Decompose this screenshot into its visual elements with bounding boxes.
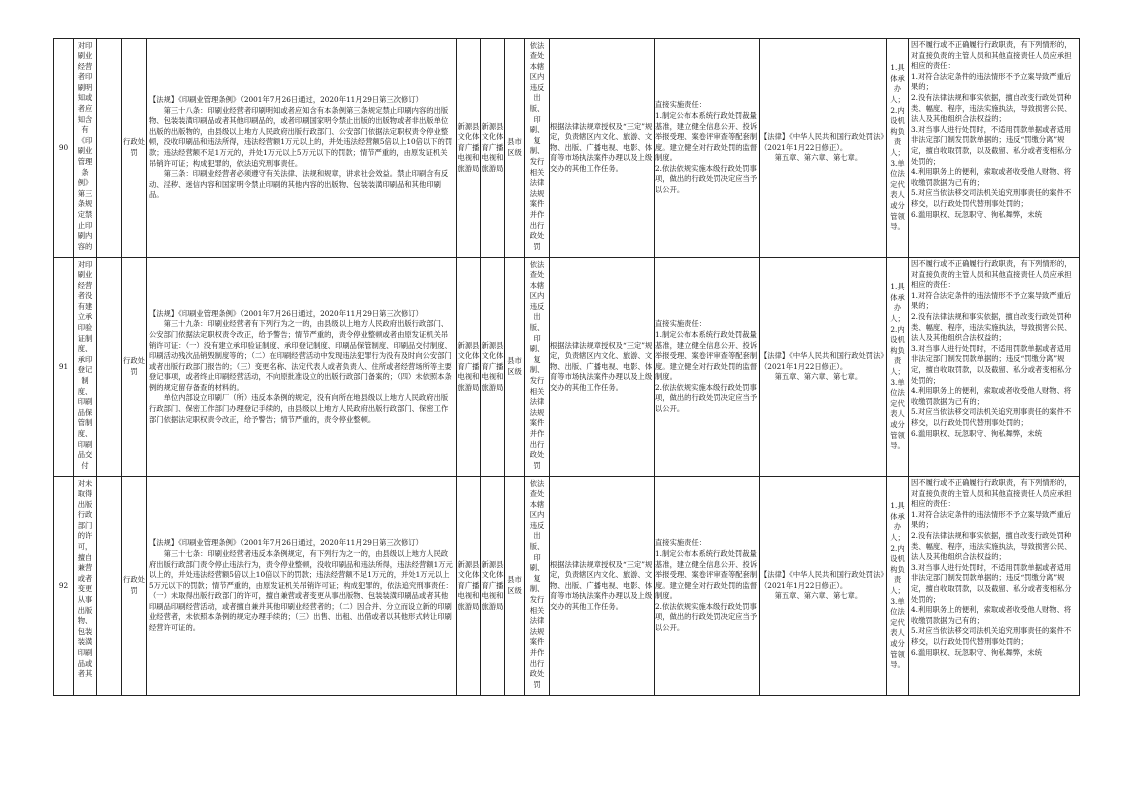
resp-content-cell: 根据法律法规章授权及“三定”规定，负责辖区内文化、旅游、文物、出版、广播电视、电影、体育等市场执法案件办理以及上级交办的其他工作任务。 [550, 477, 655, 696]
consequence-line: 6.滥用职权、玩忽职守、徇私舞弊，未统 [911, 647, 1043, 657]
table-row [54, 39, 1080, 258]
consequences-cell [909, 477, 1080, 696]
duty-cell: 依法查处本辖区内违反出版、印刷、复制、发行相关法律法规案件并作出行政处罚 [525, 258, 550, 477]
consequence-line: 5.对应当依法移交司法机关追究刑事责任的案件不移交，以行政处罚代替刑事处罚的； [911, 188, 1072, 208]
duty-cell: 依法查处本辖区内违反出版、印刷、复制、发行相关法律法规案件并作出行政处罚 [525, 39, 550, 258]
subject-cell: 新源县文化体育广播电视和旅游局 [457, 477, 481, 696]
duty-cell: 依法查处本辖区内违反出版、印刷、复制、发行相关法律法规案件并作出行政处罚 [525, 477, 550, 696]
basis-paragraph: 单位内部设立印刷厂（所）违反本条例的规定，没有向所在地县级以上地方人民政府出版行政部门、保密工作部门办理登记手续的，由县级以上地方人民政府出版行政部门、保密工作部门依据法定职权责令改正，给予警告；情节严重的，责令停业整顿。 [149, 393, 449, 424]
seq-cell: 92 [54, 477, 74, 696]
consequence-line: 3.对当事人进行处罚时，不适用罚款单据或者适用非法定部门制发罚款单据的；违反“罚缴分离”规定，擅自收取罚款，以及截留、私分或者变相私分处罚的； [911, 343, 1072, 385]
level-cell: 县市区级 [505, 39, 525, 258]
basis-cell [147, 477, 457, 696]
level-cell: 县市区级 [505, 477, 525, 696]
accountability-basis-cell: 【法律】《中华人民共和国行政处罚法》（2021年1月22日修正）。 第五章、第六章、第七章。 [760, 477, 887, 696]
consequence-line: 3.对当事人进行处罚时，不适用罚款单据或者适用非法定部门制发罚款单据的；违反“罚缴分离”规定，擅自收取罚款，以及截留、私分或者变相私分处罚的； [911, 562, 1072, 604]
responsible-dept-cell: 新源县文化体育广播电视和旅游局 [481, 258, 505, 477]
seq-cell: 90 [54, 39, 74, 258]
consequence-line: 4.利用职务上的便利，索取或者收受他人财物、将收缴罚款据为己有的； [911, 167, 1072, 187]
responsible-dept-cell: 新源县文化体育广播电视和旅游局 [481, 39, 505, 258]
basis-paragraph: 第三十七条：印刷业经营者违反本条例规定，有下列行为之一的，由县级以上地方人民政府出版行政部门责令停止违法行为，责令停业整顿，没收印刷品和违法所得，违法经营额1万元以上的，并处违法经营额5倍以上10倍以下的罚款；违法经营额不足1万元的，并处1万元以上5万元以下的罚款；情节严重的，由原发证机关吊销许可证；构成犯罪的，依法追究刑事责任：（一）未取得出版行政部门的许可，擅自兼营或者变更从事出版物、包装装潢印刷品或者其他印刷品印刷经营活动，或者擅自兼并其他印刷业经营者的；（二）因合并、分立而设立新的印刷业经营者，未依照本条例的规定办理手续的；（三）出售、出租、出借或者以其他形式转让印刷经营许可证的。 [149, 548, 453, 633]
accountability-subject-cell: 1.具体承办人；2.内设机构负责人；3.单位法定代表人或分管领导。 [887, 477, 909, 696]
resp-detail-cell: 直接实施责任： 1.制定公布本系统行政处罚裁量基准，建立健全信息公开、投诉举报受理、案卷评审查等配套制度。建立健全对行政处罚的监督制度。 2.依法依规实施本级行政处罚事项，做出的行政处罚决定应当予以公开。 [655, 258, 760, 477]
resp-detail-cell: 直接实施责任： 1.制定公布本系统行政处罚裁量基准，建立健全信息公开、投诉举报受理、案卷评审查等配套制度。建立健全对行政处罚的监督制度。 2.依法依规实施本级行政处罚事项，做出的行政处罚决定应当予以公开。 [655, 39, 760, 258]
basis-paragraph: 第三条：印刷业经营者必须遵守有关法律、法规和规章，讲求社会效益。禁止印刷含有反动、淫秽、迷信内容和国家明令禁止印刷的其他内容的出版物、包装装潢印刷品和其他印刷品。 [149, 169, 449, 200]
resp-detail-cell: 直接实施责任： 1.制定公布本系统行政处罚裁量基准，建立健全信息公开、投诉举报受理、案卷评审查等配套制度。建立健全对行政处罚的监督制度。 2.依法依规实施本级行政处罚事项，做出的行政处罚决定应当予以公开。 [655, 477, 760, 696]
subject-cell: 新源县文化体育广播电视和旅游局 [457, 39, 481, 258]
consequence-line: 4.利用职务上的便利，索取或者收受他人财物、将收缴罚款据为己有的； [911, 386, 1072, 406]
accountability-subject-cell: 1.具体承办人；2.内设机构负责人；3.单位法定代表人或分管领导。 [887, 39, 909, 258]
consequence-line: 5.对应当依法移交司法机关追究刑事责任的案件不移交，以行政处罚代替刑事处罚的； [911, 407, 1072, 427]
category-cell: 行政处罚 [122, 258, 147, 477]
seq-cell: 91 [54, 258, 74, 477]
sub-item-cell [97, 477, 122, 696]
basis-paragraph: 第三十九条：印刷业经营者有下列行为之一的，由县级以上地方人民政府出版行政部门、公安部门依据法定职权责令改正，给予警告；情节严重的，责令停业整顿或者由原发证机关吊销许可证：（一）没有建立承印验证制度、承印登记制度、印刷品保管制度、印刷品交付制度、印刷活动残次品销毁制度等的；（二）在印刷经营活动中发现违法犯罪行为没有及时向公安部门或者出版行政部门报告的；（三）变更名称、法定代表人或者负责人、住所或者经营场所等主要登记事项，或者终止印刷经营活动，不向原批准设立的出版行政部门备案的；（四）未依照本条例的规定留存备查的材料的。 [149, 319, 452, 392]
basis-paragraph: 第三十八条：印刷业经营者印刷明知或者应知含有本条例第三条规定禁止印刷内容的出版物、包装装潢印刷品或者其他印刷品的，或者印刷国家明令禁止出版的出版物或者非出版单位出版的出版物的，由县级以上地方人民政府出版行政部门、公安部门依据法定职权责令停业整顿，没收印刷品和违法所得，违法经营额1万元以上的，并处违法经营额5倍以上10倍以下的罚款；违法经营额不足1万元的，并处1万元以上5万元以下的罚款；情节严重的，由原发证机关吊销许可证；构成犯罪的，依法追究刑事责任。 [149, 105, 453, 168]
consequence-line: 因不履行或不正确履行行政职责，有下列情形的，对直接负责的主管人员和其他直接责任人员应承担相应的责任： [911, 259, 1072, 290]
consequence-line: 6.滥用职权、玩忽职守、徇私舞弊，未统 [911, 209, 1043, 219]
accountability-basis-cell: 【法律】《中华人民共和国行政处罚法》（2021年1月22日修正）。 第五章、第六章、第七章。 [760, 39, 887, 258]
consequence-line: 2.没有法律法规和事实依据，擅自改变行政处罚种类、幅度、程序，违法实施执法，导致损害公民、法人及其他组织合法权益的； [911, 92, 1072, 124]
responsible-dept-cell: 新源县文化体育广播电视和旅游局 [481, 477, 505, 696]
accountability-subject-cell: 1.具体承办人；2.内设机构负责人；3.单位法定代表人或分管领导。 [887, 258, 909, 477]
basis-cell [147, 39, 457, 258]
basis-header: 【法规】《印刷业管理条例》（2001年7月26日通过，2020年11月29日第三次修订） [149, 95, 423, 105]
consequence-line: 因不履行或不正确履行行政职责，有下列情形的，对直接负责的主管人员和其他直接责任人员应承担相应的责任： [911, 40, 1072, 71]
basis-header: 【法规】《印刷业管理条例》（2001年7月26日通过，2020年11月29日第三次修订） [149, 538, 423, 548]
sub-item-cell [97, 258, 122, 477]
item-name-cell: 对未取得出版行政部门的许可，擅自兼营或者变更从事出版物、包装装潢印刷品或者其 [74, 477, 97, 696]
table-row [54, 258, 1080, 477]
category-cell: 行政处罚 [122, 477, 147, 696]
category-cell: 行政处罚 [122, 39, 147, 258]
power-list-table [53, 38, 1080, 696]
table-row [54, 477, 1080, 696]
consequence-line: 1.对符合法定条件的违法情形不予立案导致严重后果的； [911, 71, 1072, 92]
consequences-cell [909, 258, 1080, 477]
basis-cell [147, 258, 457, 477]
consequence-line: 1.对符合法定条件的违法情形不予立案导致严重后果的； [911, 290, 1072, 311]
resp-content-cell: 根据法律法规章授权及“三定”规定，负责辖区内文化、旅游、文物、出版、广播电视、电影、体育等市场执法案件办理以及上级交办的其他工作任务。 [550, 258, 655, 477]
consequence-line: 因不履行或不正确履行行政职责，有下列情形的，对直接负责的主管人员和其他直接责任人员应承担相应的责任： [911, 478, 1072, 509]
consequence-line: 4.利用职务上的便利，索取或者收受他人财物、将收缴罚款据为己有的； [911, 605, 1072, 625]
consequences-cell [909, 39, 1080, 258]
level-cell: 县市区级 [505, 258, 525, 477]
consequence-line: 3.对当事人进行处罚时，不适用罚款单据或者适用非法定部门制发罚款单据的；违反“罚缴分离”规定，擅自收取罚款，以及截留、私分或者变相私分处罚的； [911, 124, 1072, 166]
basis-header: 【法规】《印刷业管理条例》（2001年7月26日通过，2020年11月29日第三次修订） [149, 308, 423, 318]
sub-item-cell [97, 39, 122, 258]
subject-cell: 新源县文化体育广播电视和旅游局 [457, 258, 481, 477]
resp-content-cell: 根据法律法规章授权及“三定”规定，负责辖区内文化、旅游、文物、出版、广播电视、电影、体育等市场执法案件办理以及上级交办的其他工作任务。 [550, 39, 655, 258]
item-name-cell: 对印刷业经营者没有建立承印验证制度、承印登记制度、印刷品保管制度、印刷品交付 [74, 258, 97, 477]
item-name-cell: 对印刷业经营者印刷明知或者应知含有《印刷业管理条例》第三条规定禁止印刷内容的 [74, 39, 97, 258]
consequence-line: 1.对符合法定条件的违法情形不予立案导致严重后果的； [911, 509, 1072, 530]
consequence-line: 2.没有法律法规和事实依据，擅自改变行政处罚种类、幅度、程序，违法实施执法，导致损害公民、法人及其他组织合法权益的； [911, 311, 1072, 343]
consequence-line: 6.滥用职权、玩忽职守、徇私舞弊，未统 [911, 428, 1043, 438]
consequence-line: 2.没有法律法规和事实依据，擅自改变行政处罚种类、幅度、程序，违法实施执法，导致损害公民、法人及其他组织合法权益的； [911, 530, 1072, 562]
consequence-line: 5.对应当依法移交司法机关追究刑事责任的案件不移交，以行政处罚代替刑事处罚的； [911, 626, 1072, 646]
accountability-basis-cell: 【法律】《中华人民共和国行政处罚法》（2021年1月22日修正）。 第五章、第六章、第七章。 [760, 258, 887, 477]
